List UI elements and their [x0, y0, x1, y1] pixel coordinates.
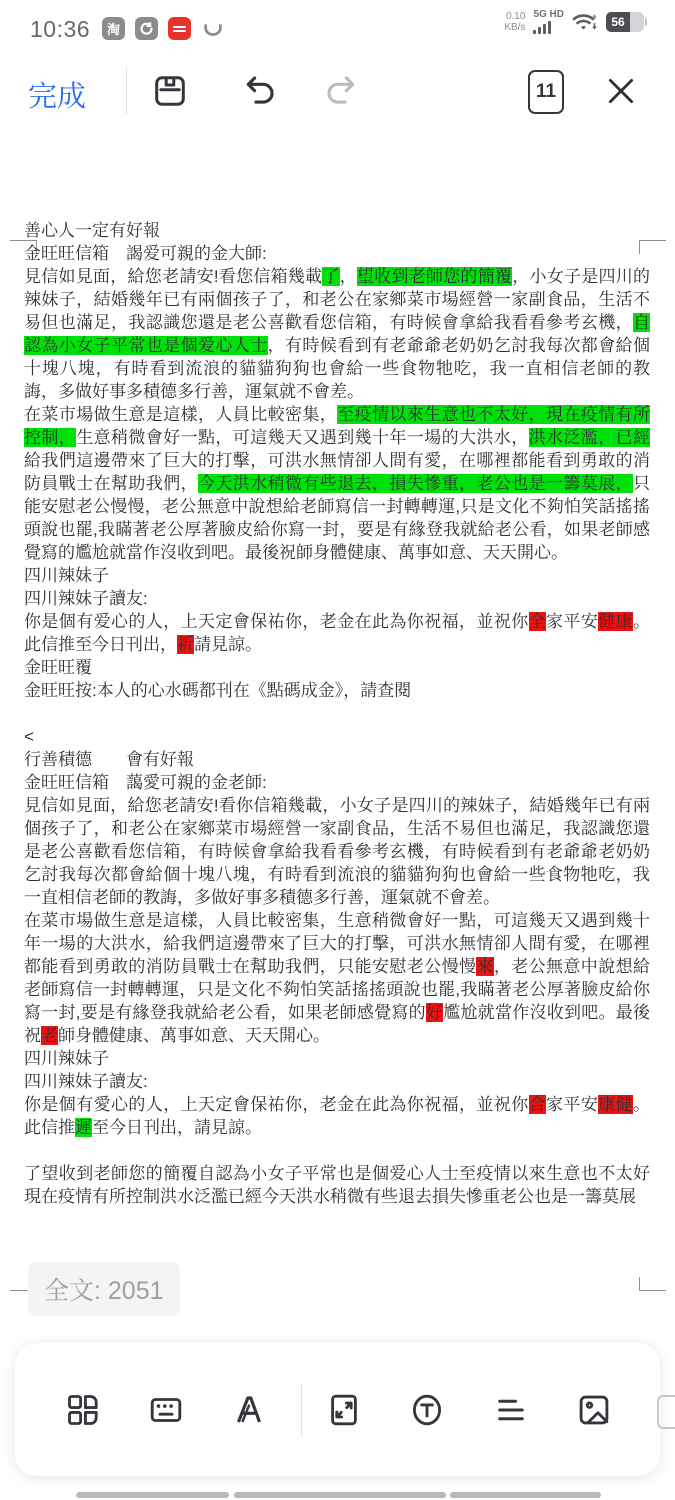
keyboard-icon[interactable]: [145, 1389, 187, 1431]
word-count-badge: 全文: 2051: [28, 1262, 180, 1316]
doc-text: 金旺旺信箱 謁爱可親的金大師:: [24, 244, 267, 263]
doc-text: 家平安: [546, 1095, 599, 1114]
doc-text: 四川辣妹子: [24, 566, 109, 585]
highlight-red: 好: [425, 1003, 444, 1022]
doc-text: 在菜市場做生意是這樣，人員比較密集，生意稍微會好一點，可這幾天又遇到幾十年一場的大洪水，給我們這邊帶來了巨大的打擊，可洪水無情卻人間有愛，在哪裡都能看到勇敢的消防員戰士在幫助我們，只能安慰老公慢慢: [24, 911, 650, 976]
doc-text: <: [24, 727, 34, 746]
doc-text: ，小女子是四川的辣妹子，結婚幾年已有兩個孩子了，和老公在家鄉菜市場經營一家副食品，生活不易但也滿足，我認識您還是老公喜歡看您信箱，有時候會拿給我看看參考玄機，: [24, 267, 651, 332]
doc-paragraph[interactable]: [24, 748, 650, 771]
highlight-green: 洪水泛濫，已經: [528, 428, 651, 447]
doc-text: 金旺旺信箱 藹愛可親的金老師:: [24, 773, 267, 792]
doc-text: 請見諒。: [194, 635, 262, 654]
highlight-red: 祈: [177, 635, 194, 654]
pages-badge[interactable]: 11: [528, 70, 564, 114]
text-boundary-mark: [639, 1277, 666, 1291]
doc-paragraph[interactable]: [24, 771, 650, 794]
battery-percent: 56: [606, 12, 630, 32]
highlight-green: 遲: [75, 1118, 92, 1137]
network-speed-unit: KB/s: [504, 22, 526, 33]
doc-text: 至今日刊出，請見諒。: [92, 1118, 262, 1137]
close-button[interactable]: [598, 68, 644, 114]
doc-text: 金旺旺按:本人的心水碼都刊在《點碼成金》，請查閱: [24, 681, 412, 700]
doc-text: 見信如見面，給您老請安!看您信箱幾載: [24, 267, 323, 286]
battery-icon: [606, 12, 644, 32]
toolbar-divider: [126, 68, 127, 114]
doc-paragraph[interactable]: [24, 403, 650, 564]
doc-text: ，: [339, 267, 357, 286]
doc-paragraph[interactable]: [24, 1047, 650, 1070]
doc-paragraph[interactable]: [24, 610, 650, 656]
layout-tools-icon[interactable]: [62, 1389, 104, 1431]
doc-paragraph[interactable]: [24, 725, 650, 748]
doc-text: 師身體健康、萬事如意、天天開心。: [58, 1026, 330, 1045]
battery-indicator: [606, 12, 647, 32]
signal-bars-icon: [533, 22, 551, 34]
doc-paragraph[interactable]: [24, 242, 650, 265]
doc-blank-line[interactable]: [24, 1139, 650, 1162]
highlight-red: 來: [476, 957, 494, 976]
doc-text: 四川辣妹子讀友:: [24, 1072, 148, 1091]
battery-nub: [645, 18, 647, 26]
doc-paragraph[interactable]: [24, 679, 650, 702]
doc-text: 了望收到老師您的簡覆自認為小女子平常也是個爱心人士至疫情以來生意也不太好現在疫情有所控制洪水泛濫已經今天洪水稍微有些退去損失慘重老公也是一籌莫展: [24, 1164, 650, 1206]
network-type-label: 5G HD: [533, 9, 564, 20]
insert-text-icon[interactable]: [406, 1389, 448, 1431]
doc-text: 給我們這邊帶來了巨大的打擊，可洪水無情卻人間有愛，在哪裡都能看到勇敢的消防員戰士在幫助我們，: [24, 451, 650, 493]
highlight-red: 合: [528, 1095, 547, 1114]
redo-button[interactable]: [318, 68, 364, 114]
doc-text: 生意稍微會好一點，可這幾天又遇到幾十年一場的大洪水，: [76, 428, 529, 447]
paragraph-align-icon[interactable]: [490, 1389, 532, 1431]
doc-text: ，老公無意中說想給老師寫信一封轉轉運，只是文化不夠怕笑話搖搖頭說也罷,我瞞著老公厚著臉皮給你寫一封,要是有緣登我就給老公看，如果老師感覺寫的: [24, 957, 651, 1022]
font-style-icon[interactable]: [228, 1389, 270, 1431]
highlight-red: 康健: [598, 1095, 634, 1114]
highlight-green: 至疫情以來生意也不太好，現在疫情有所控制，: [24, 405, 651, 447]
doc-paragraph[interactable]: [24, 1162, 650, 1208]
status-bar: [0, 0, 675, 54]
doc-text: 善心人一定有好報: [24, 221, 160, 240]
doc-paragraph[interactable]: [24, 587, 650, 610]
doc-paragraph[interactable]: [24, 1093, 650, 1139]
taobao-icon: 淘: [102, 17, 125, 40]
highlight-green: 望收到老師您的簡覆: [356, 267, 513, 286]
network-speed: [504, 11, 525, 33]
page-fit-icon[interactable]: [323, 1389, 365, 1431]
doc-text: 在菜市場做生意是這樣，人員比較密集，: [24, 405, 338, 424]
bottom-toolbar: [15, 1343, 660, 1476]
doc-text: 你是個有愛心的人，上天定會保祐你，老金在此為你祝福，並祝你: [24, 1095, 529, 1114]
doc-text: 四川辣妹子: [24, 1049, 109, 1068]
doc-text: 金旺旺覆: [24, 658, 92, 677]
doc-text: 你是個有爱心的人，上天定會保祐你，老金在此為你祝福，並祝你: [24, 612, 529, 631]
doc-paragraph[interactable]: [24, 909, 650, 1047]
editor-toolbar: [0, 56, 675, 132]
doc-paragraph[interactable]: [24, 1070, 650, 1093]
toolbar-group-divider: [301, 1383, 302, 1437]
doc-text: 只能安慰老公慢慢，老公無意中說想給老師寫信一封轉轉運,只是文化不夠怕笑話搖搖頭說也罷,我瞞著老公厚著臉皮給你寫一封，要是有緣登我就給老公看，如果老師感覺寫的尷尬就當作沒收到吧。最後祝師身體健康、萬事如意、天天開心。: [24, 474, 650, 562]
notification-icons: [102, 17, 224, 40]
doc-paragraph[interactable]: [24, 265, 650, 403]
doc-paragraph[interactable]: [24, 564, 650, 587]
doc-text: 。此信推: [24, 1095, 651, 1137]
doc-paragraph[interactable]: [24, 219, 650, 242]
doc-text: ，有時候看到有老爺爺老奶奶乞討我每次都會給個十塊八塊，有時看到流浪的貓貓狗狗也會給一些食物牠吃，我一直相信老師的教誨，多做好事多積德多行善，運氣就不會差。: [24, 336, 651, 401]
red-app-icon: [168, 17, 191, 40]
insert-image-icon[interactable]: [573, 1389, 615, 1431]
document-body[interactable]: [0, 219, 675, 1208]
doc-blank-line[interactable]: [24, 702, 650, 725]
doc-text: 見信如見面，給您老請安!看你信箱幾載，小女子是四川的辣妹子，結婚幾年已有兩個孩子了，和老公在家鄉菜市場經營一家副食品，生活不易但也滿足，我認識您還是老公喜歡看您信箱，有時候會拿給我看看參考玄機，有時候看到有老爺爺老奶奶乞討我每次都會給個十塊八塊，有時看到流浪的貓貓狗狗也會給一些食物牠吃，我一直相信老師的教誨，多做好事多積德多行善，運氣就不會差。: [24, 796, 650, 907]
save-button[interactable]: [147, 68, 193, 114]
clock: 10:36: [30, 16, 91, 42]
cellular-indicator: [533, 10, 564, 34]
status-right: [504, 10, 647, 34]
highlight-red: 健康: [598, 612, 634, 631]
doc-paragraph[interactable]: [24, 794, 650, 909]
highlight-green: 了: [322, 267, 340, 286]
partial-next-icon[interactable]: [657, 1395, 675, 1429]
highlight-red: 老: [41, 1026, 58, 1045]
doc-paragraph[interactable]: [24, 656, 650, 679]
network-speed-value: 0.10: [505, 11, 526, 22]
bottom-bar-segment: [450, 1492, 601, 1498]
highlight-green: 自認為小女子平常也是個爱心人士: [24, 313, 650, 355]
doc-text: 四川辣妹子讀友:: [24, 589, 148, 608]
sync-icon: [135, 17, 158, 40]
highlight-green: 今天洪水稍微有些退去，損失慘重，老公也是一籌莫展，: [198, 474, 633, 493]
doc-text: 家平安: [546, 612, 599, 631]
doc-text: 尷尬就當作沒收到吧。最後祝: [24, 1003, 651, 1045]
doc-text: 。此信推至今日刊出，: [24, 612, 651, 654]
highlight-red: 全: [528, 612, 547, 631]
doc-text: 行善積德 會有好報: [24, 750, 194, 769]
bottom-bar-segment: [76, 1492, 229, 1498]
done-button[interactable]: 完成: [28, 81, 87, 113]
didi-icon: [201, 17, 224, 40]
undo-button[interactable]: [237, 68, 283, 114]
wifi-icon: [572, 11, 598, 33]
bottom-bar-segment: [234, 1492, 446, 1498]
